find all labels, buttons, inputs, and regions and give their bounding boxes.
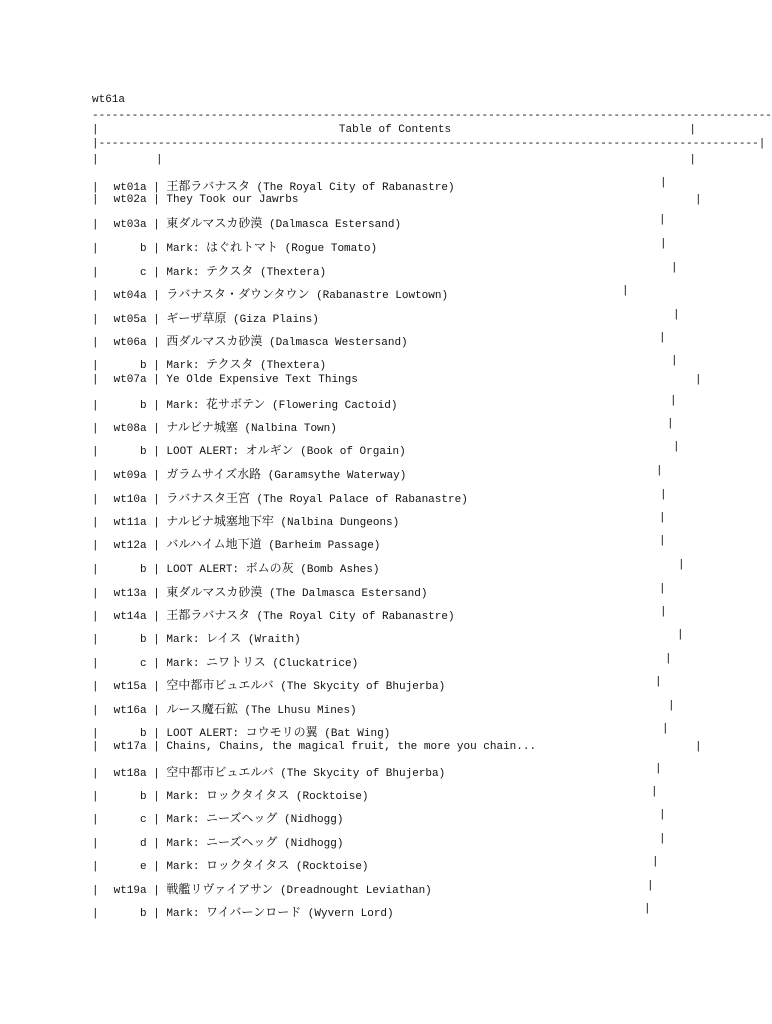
border-pipe: | — [92, 564, 99, 576]
border-pipe: | — [92, 517, 99, 529]
border-pipe: | — [92, 705, 99, 717]
toc-entry-english-title: (Dreadnought Leviathan) — [273, 885, 432, 897]
toc-entry-label: Ye Olde Expensive Text Things — [166, 374, 358, 386]
toc-entry-japanese-title: ギーザ草原 — [166, 311, 227, 325]
toc-entry-label: Mark: — [166, 360, 207, 372]
toc-entry-english-title: (Flowering Cactoid) — [265, 400, 398, 412]
column-pipe: | — [146, 290, 167, 302]
column-pipe: | — [146, 741, 167, 753]
border-pipe: | — [92, 470, 99, 482]
column-pipe: | — [146, 611, 167, 623]
column-pipe: | — [146, 861, 167, 873]
toc-entry-japanese-title: ロックタイタス — [206, 858, 290, 872]
toc-entry-code: wt13a — [113, 588, 147, 600]
border-pipe: | — [92, 314, 99, 326]
toc-entry-code: wt03a — [113, 219, 147, 231]
toc-entry-japanese-title: ルース魔石鉱 — [166, 702, 238, 716]
column-pipe: | — [146, 446, 167, 458]
toc-entry — [92, 700, 732, 716]
border-pipe: | — [92, 768, 99, 780]
column-pipe: | — [156, 154, 163, 166]
toc-entry-code: wt04a — [113, 290, 147, 302]
toc-entry-code: c — [140, 658, 147, 670]
toc-entry-japanese-title: 王都ラバナスタ — [166, 179, 250, 193]
toc-entry-english-title: (Nidhogg) — [277, 814, 344, 826]
column-pipe: | — [146, 182, 167, 194]
column-pipe: | — [146, 540, 167, 552]
toc-entry-label: Mark: — [166, 634, 207, 646]
toc-entry-code: b — [140, 243, 147, 255]
toc-entry-english-title: (Bat Wing) — [317, 728, 391, 740]
toc-entry — [92, 676, 732, 692]
toc-entry-code: wt09a — [113, 470, 147, 482]
toc-entry-code: wt11a — [113, 517, 147, 529]
border-pipe: | — [92, 154, 99, 166]
toc-entry-japanese-title: テクスタ — [206, 264, 254, 278]
column-pipe: | — [146, 681, 167, 693]
toc-entry-code: e — [140, 861, 147, 873]
toc-entry-japanese-title: ラバナスタ王宮 — [166, 491, 250, 505]
toc-title-row — [92, 124, 698, 138]
border-pipe: | — [647, 880, 654, 892]
border-pipe: | — [660, 606, 667, 618]
toc-entry-code: wt15a — [113, 681, 147, 693]
toc-title: Table of Contents — [338, 124, 452, 136]
toc-entry-english-title: (The Dalmasca Estersand) — [262, 588, 428, 600]
border-pipe: | — [651, 786, 658, 798]
toc-entry-code: d — [140, 838, 147, 850]
toc-entry — [92, 262, 732, 278]
border-pipe: | — [92, 908, 99, 920]
border-pipe: | — [671, 262, 678, 274]
column-pipe: | — [146, 423, 167, 435]
toc-entry — [92, 309, 732, 325]
border-pipe: | — [92, 374, 99, 386]
toc-entry-english-title: (The Skycity of Bhujerba) — [273, 768, 446, 780]
toc-entry-english-title: (Rocktoise) — [289, 861, 369, 873]
toc-entry-code: wt08a — [113, 423, 147, 435]
border-pipe: | — [655, 676, 662, 688]
border-pipe: | — [92, 741, 99, 753]
border-pipe: | — [92, 267, 99, 279]
toc-entry-label: Mark: — [166, 243, 207, 255]
toc-entry-code: wt12a — [113, 540, 147, 552]
column-pipe: | — [146, 243, 167, 255]
toc-entry-code: wt18a — [113, 768, 147, 780]
border-pipe: | — [92, 360, 99, 372]
toc-entry-label: Mark: — [166, 838, 207, 850]
toc-entry-english-title: (Dalmasca Westersand) — [262, 337, 408, 349]
toc-entry-japanese-title: 西ダルマスカ砂漠 — [166, 334, 263, 348]
border-pipe: | — [659, 833, 666, 845]
toc-entry-english-title: (Book of Orgain) — [293, 446, 406, 458]
document-id: wt61a — [92, 94, 126, 106]
toc-entry-english-title: (Cluckatrice) — [265, 658, 359, 670]
toc-entry-code: wt07a — [113, 374, 147, 386]
column-pipe: | — [146, 470, 167, 482]
toc-entry-english-title: (Rocktoise) — [289, 791, 369, 803]
border-pipe: | — [92, 885, 99, 897]
toc-entry-japanese-title: ガラムサイズ水路 — [166, 467, 262, 481]
toc-entry — [92, 786, 732, 802]
column-pipe: | — [146, 908, 167, 920]
toc-entry-japanese-title: ナルビナ城塞 — [166, 420, 238, 434]
toc-entry-code: wt06a — [113, 337, 147, 349]
border-pipe: | — [659, 535, 666, 547]
border-pipe: | — [92, 588, 99, 600]
border-pipe: | — [670, 395, 677, 407]
border-pipe: | — [92, 611, 99, 623]
border-pipe: | — [92, 290, 99, 302]
toc-entry-code: wt02a — [113, 194, 147, 206]
border-pipe: | — [92, 791, 99, 803]
toc-entry — [92, 355, 732, 371]
toc-entry — [92, 374, 732, 390]
toc-entry — [92, 441, 732, 457]
column-pipe: | — [146, 791, 167, 803]
toc-entry — [92, 653, 732, 669]
toc-entry-english-title: (Wraith) — [241, 634, 301, 646]
toc-entry-label: Mark: — [166, 791, 207, 803]
toc-entry-code: wt19a — [113, 885, 147, 897]
toc-entry-english-title: (The Royal City of Rabanastre) — [249, 182, 455, 194]
toc-entry-code: b — [140, 446, 147, 458]
toc-entry-japanese-title: ワイバーンロード — [206, 905, 302, 919]
column-pipe: | — [146, 838, 167, 850]
border-pipe: | — [92, 540, 99, 552]
toc-entry-english-title: (Rabanastre Lowtown) — [309, 290, 449, 302]
toc-entry-english-title: (The Royal Palace of Rabanastre) — [249, 494, 468, 506]
toc-entry-english-title: (Rogue Tomato) — [278, 243, 378, 255]
toc-entry-english-title: (Bomb Ashes) — [293, 564, 380, 576]
border-pipe: | — [92, 494, 99, 506]
toc-entry-code: b — [140, 728, 147, 740]
toc-entry-code: b — [140, 400, 147, 412]
border-pipe: | — [665, 653, 672, 665]
toc-entry — [92, 535, 732, 551]
toc-entry-english-title: (Nalbina Town) — [237, 423, 337, 435]
toc-entry-japanese-title: テクスタ — [206, 357, 254, 371]
toc-entry — [92, 418, 732, 434]
border-pipe: | — [92, 446, 99, 458]
toc-entry — [92, 741, 732, 757]
toc-entry-english-title: (Nidhogg) — [277, 838, 344, 850]
border-pipe: | — [689, 154, 696, 166]
toc-entry-english-title: (The Lhusu Mines) — [237, 705, 357, 717]
border-pipe: | — [678, 559, 685, 571]
column-pipe: | — [146, 337, 167, 349]
border-pipe: | — [92, 124, 99, 136]
toc-entry-english-title: (Barheim Passage) — [261, 540, 381, 552]
toc-entry-english-title: (Garamsythe Waterway) — [261, 470, 407, 482]
top-rule: ------------------------------------------------------------------------------------------------------- — [92, 110, 772, 122]
column-pipe: | — [146, 194, 167, 206]
border-pipe: | — [92, 681, 99, 693]
column-pipe: | — [146, 705, 167, 717]
toc-entry-label: Mark: — [166, 861, 207, 873]
border-pipe: | — [659, 332, 666, 344]
toc-entry-code: b — [140, 564, 147, 576]
column-pipe: | — [146, 219, 167, 231]
toc-entry-code: b — [140, 908, 147, 920]
toc-entry-label: Mark: — [166, 400, 207, 412]
border-pipe: | — [660, 238, 667, 250]
column-pipe: | — [146, 374, 167, 386]
column-pipe: | — [146, 814, 167, 826]
toc-entry-label: Chains, Chains, the magical fruit, the more you chain... — [166, 741, 537, 753]
border-pipe: | — [660, 177, 667, 189]
toc-entry-japanese-title: ナルビナ城塞地下牢 — [166, 514, 274, 528]
toc-entry — [92, 629, 732, 645]
toc-entry-japanese-title: ニーズヘッグ — [206, 811, 278, 825]
toc-entry-english-title: (The Skycity of Bhujerba) — [273, 681, 446, 693]
border-pipe: | — [644, 903, 651, 915]
border-pipe: | — [92, 838, 99, 850]
toc-entry — [92, 194, 732, 210]
toc-entry-japanese-title: 戦艦リヴァイアサン — [166, 882, 274, 896]
toc-entry — [92, 395, 732, 411]
column-pipe: | — [146, 267, 167, 279]
column-pipe: | — [146, 400, 167, 412]
toc-entry — [92, 177, 732, 193]
toc-entry — [92, 214, 732, 230]
border-pipe: | — [695, 194, 702, 206]
border-pipe: | — [92, 219, 99, 231]
border-pipe: | — [667, 418, 674, 430]
toc-entry-english-title: (Nalbina Dungeons) — [273, 517, 400, 529]
border-pipe: | — [92, 634, 99, 646]
border-pipe: | — [671, 355, 678, 367]
toc-entry-japanese-title: バルハイム地下道 — [166, 537, 262, 551]
toc-entry — [92, 833, 732, 849]
toc-entry-japanese-title: 東ダルマスカ砂漠 — [166, 216, 263, 230]
border-pipe: | — [659, 214, 666, 226]
toc-entry-label: Mark: — [166, 267, 207, 279]
border-pipe: | — [673, 441, 680, 453]
toc-entry-code: c — [140, 814, 147, 826]
toc-entry-code: wt16a — [113, 705, 147, 717]
toc-entry-english-title: (Wyvern Lord) — [301, 908, 394, 920]
toc-entry-japanese-title: ニワトリス — [206, 655, 266, 669]
toc-entry-english-title: (The Royal City of Rabanastre) — [249, 611, 455, 623]
column-pipe: | — [146, 360, 167, 372]
border-pipe: | — [92, 337, 99, 349]
column-pipe: | — [146, 314, 167, 326]
border-pipe: | — [655, 763, 662, 775]
toc-entry-japanese-title: ロックタイタス — [206, 788, 290, 802]
border-pipe: | — [660, 489, 667, 501]
toc-entry — [92, 238, 732, 254]
toc-entry — [92, 903, 732, 919]
toc-entry-label: LOOT ALERT: — [166, 728, 246, 740]
toc-entry-code: b — [140, 791, 147, 803]
toc-entry-code: b — [140, 360, 147, 372]
border-pipe: | — [695, 374, 702, 386]
border-pipe: | — [659, 583, 666, 595]
toc-entry — [92, 880, 732, 896]
toc-entry-japanese-title: はぐれトマト — [206, 240, 279, 254]
border-pipe: | — [92, 243, 99, 255]
border-pipe: | — [689, 124, 696, 136]
column-pipe: | — [146, 728, 167, 740]
toc-entry — [92, 763, 732, 779]
toc-entry-code: c — [140, 267, 147, 279]
border-pipe: | — [659, 512, 666, 524]
toc-entry-code: wt10a — [113, 494, 147, 506]
border-pipe: | — [662, 723, 669, 735]
toc-entry-code: wt14a — [113, 611, 147, 623]
toc-entry — [92, 559, 732, 575]
toc-entry-code: wt01a — [113, 182, 147, 194]
toc-entry-code: wt17a — [113, 741, 147, 753]
border-pipe: | — [659, 809, 666, 821]
border-pipe: | — [677, 629, 684, 641]
toc-entry — [92, 606, 732, 622]
toc-entry-japanese-title: ボムの灰 — [245, 561, 294, 575]
toc-entry-japanese-title: ラバナスタ・ダウンタウン — [166, 287, 310, 301]
toc-entry-english-title: (Thextera) — [253, 267, 327, 279]
toc-entry-japanese-title: レイス — [206, 631, 242, 645]
border-pipe: | — [92, 814, 99, 826]
column-pipe: | — [146, 658, 167, 670]
border-pipe: | — [92, 728, 99, 740]
toc-entry-label: Mark: — [166, 908, 207, 920]
column-pipe: | — [146, 885, 167, 897]
toc-entry-japanese-title: 空中都市ビュエルバ — [166, 765, 274, 779]
toc-entry-english-title: (Dalmasca Estersand) — [262, 219, 402, 231]
toc-entry — [92, 465, 732, 481]
toc-entry — [92, 583, 732, 599]
toc-entry-japanese-title: 花サボテン — [206, 397, 266, 411]
border-pipe: | — [673, 309, 680, 321]
toc-entry — [92, 489, 732, 505]
toc-entry-japanese-title: 王都ラバナスタ — [166, 608, 250, 622]
title-divider-rule: |----------------------------------------------------------------------------------------------------| — [92, 138, 766, 150]
blank-table-row — [92, 154, 698, 168]
border-pipe: | — [92, 423, 99, 435]
column-pipe: | — [146, 517, 167, 529]
toc-entry — [92, 332, 732, 348]
toc-entry — [92, 285, 732, 301]
toc-entry — [92, 856, 732, 872]
toc-entry-japanese-title: コウモリの翼 — [245, 725, 318, 739]
toc-entry-label: Mark: — [166, 658, 207, 670]
toc-entry — [92, 723, 732, 739]
toc-entry — [92, 809, 732, 825]
toc-entry — [92, 512, 732, 528]
toc-entry-english-title: (Thextera) — [253, 360, 327, 372]
column-pipe: | — [146, 634, 167, 646]
border-pipe: | — [695, 741, 702, 753]
border-pipe: | — [92, 861, 99, 873]
border-pipe: | — [92, 194, 99, 206]
border-pipe: | — [622, 285, 629, 297]
toc-entry-label: LOOT ALERT: — [166, 564, 246, 576]
toc-entry-code: wt05a — [113, 314, 147, 326]
toc-entry-japanese-title: オルギン — [245, 443, 294, 457]
toc-entry-english-title: (Giza Plains) — [226, 314, 319, 326]
border-pipe: | — [92, 182, 99, 194]
toc-entry-label: LOOT ALERT: — [166, 446, 246, 458]
border-pipe: | — [92, 400, 99, 412]
toc-entry-code: b — [140, 634, 147, 646]
toc-entry-label: They Took our Jawrbs — [166, 194, 299, 206]
column-pipe: | — [146, 494, 167, 506]
border-pipe: | — [652, 856, 659, 868]
column-pipe: | — [146, 564, 167, 576]
border-pipe: | — [668, 700, 675, 712]
border-pipe: | — [656, 465, 663, 477]
column-pipe: | — [146, 588, 167, 600]
column-pipe: | — [146, 768, 167, 780]
border-pipe: | — [92, 658, 99, 670]
toc-entry-japanese-title: ニーズヘッグ — [206, 835, 278, 849]
toc-entry-japanese-title: 東ダルマスカ砂漠 — [166, 585, 263, 599]
toc-entry-japanese-title: 空中都市ビュエルバ — [166, 678, 274, 692]
toc-entry-label: Mark: — [166, 814, 207, 826]
